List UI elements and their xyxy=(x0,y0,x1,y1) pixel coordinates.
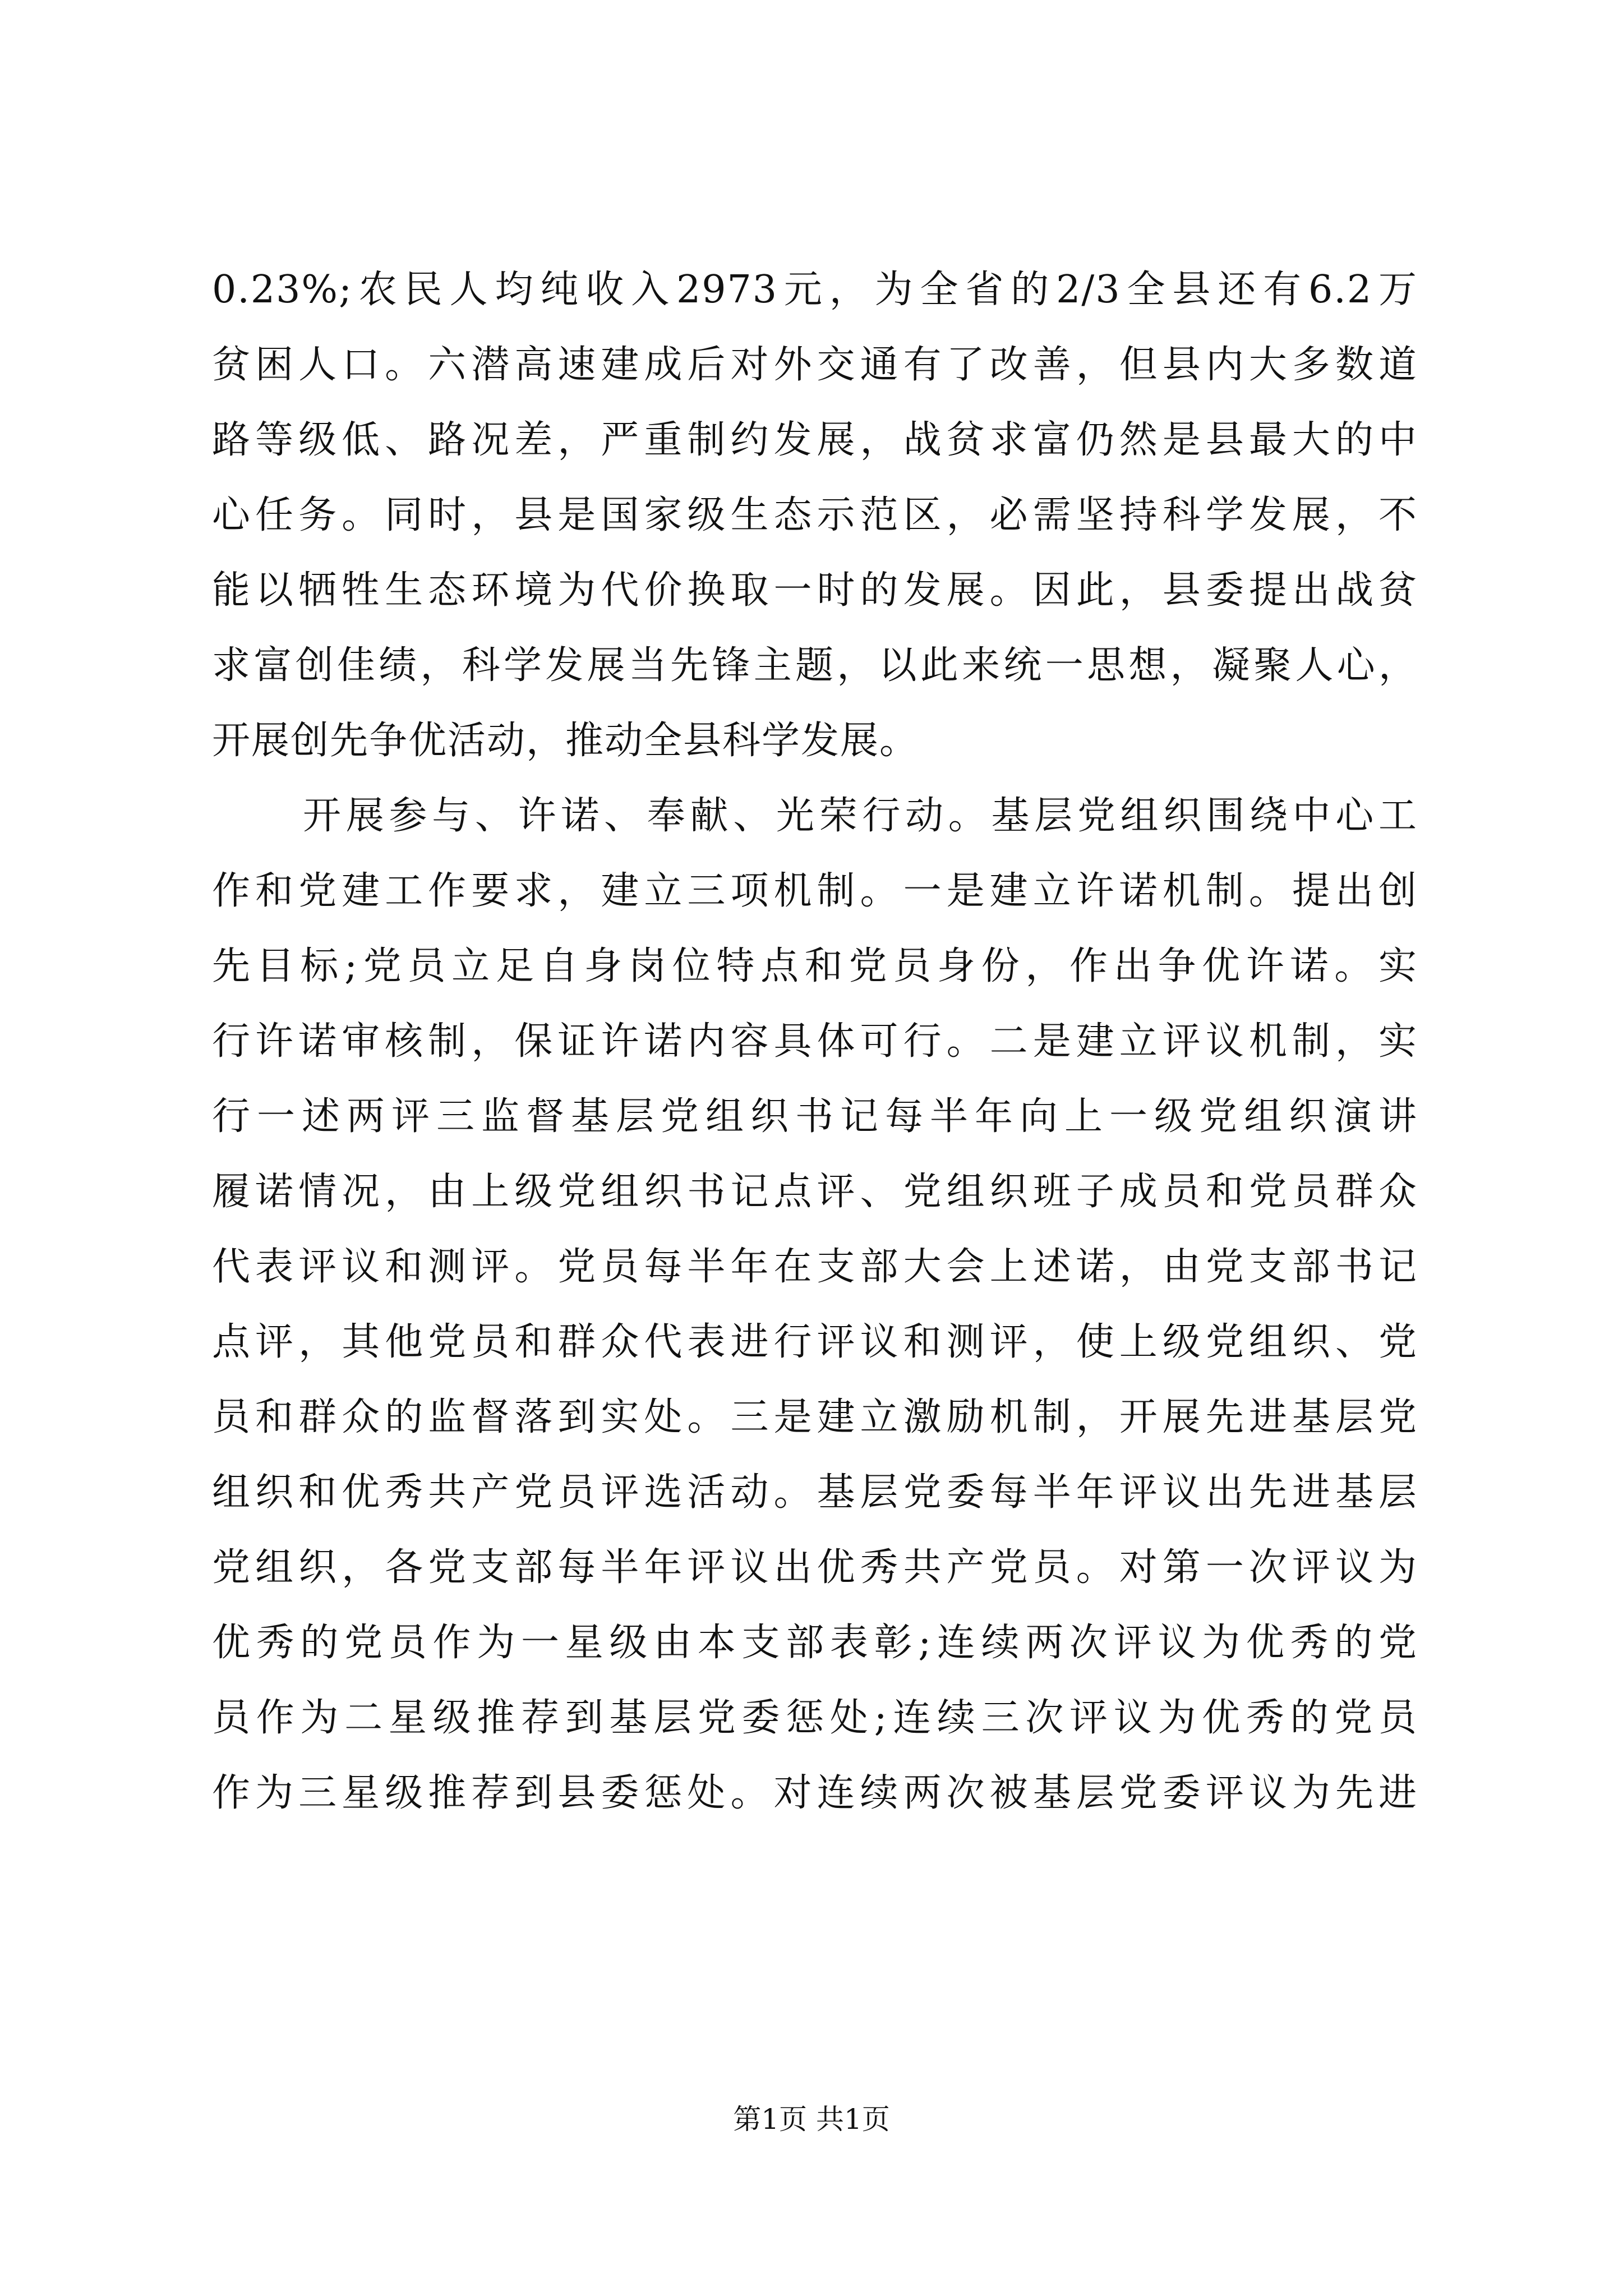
text-line: 心任务。同时，县是国家级生态示范区，必需坚持科学发展，不 xyxy=(212,493,1418,537)
text-line: 行一述两评三监督基层党组织书记每半年向上一级党组织演讲 xyxy=(212,1094,1418,1139)
text-line: 求富创佳绩，科学发展当先锋主题，以此来统一思想，凝聚人心， xyxy=(212,643,1418,688)
text-line: 组织和优秀共产党员评选活动。基层党委每半年评议出先进基层 xyxy=(212,1470,1418,1515)
page-footer xyxy=(0,2102,1623,2136)
text-line: 0.23%;农民人均纯收入2973元，为全省的2/3全县还有6.2万 xyxy=(212,268,1418,312)
text-line: 代表评议和测评。党员每半年在支部大会上述诺，由党支部书记 xyxy=(212,1245,1418,1289)
text-line: 点评，其他党员和群众代表进行评议和测评，使上级党组织、党 xyxy=(212,1320,1418,1364)
text-line: 贫困人口。六潜高速建成后对外交通有了改善，但县内大多数道 xyxy=(212,343,1418,387)
text-line: 行许诺审核制，保证许诺内容具体可行。二是建立评议机制，实 xyxy=(212,1019,1418,1064)
paragraph-first-line: 开展参与、许诺、奉献、光荣行动。基层党组织围绕中心工 xyxy=(303,794,1418,838)
text-line: 先目标;党员立足自身岗位特点和党员身份，作出争优许诺。实 xyxy=(212,944,1418,988)
text-line: 开展创先争优活动，推动全县科学发展。 xyxy=(212,719,919,763)
document-body xyxy=(212,252,1418,1831)
text-line: 员和群众的监督落到实处。三是建立激励机制，开展先进基层党 xyxy=(212,1395,1418,1439)
text-line: 路等级低、路况差，严重制约发展，战贫求富仍然是县最大的中 xyxy=(212,418,1418,462)
text-line: 党组织，各党支部每半年评议出优秀共产党员。对第一次评议为 xyxy=(212,1545,1418,1590)
text-line: 优秀的党员作为一星级由本支部表彰;连续两次评议为优秀的党 xyxy=(212,1621,1418,1665)
text-line: 员作为二星级推荐到基层党委惩处;连续三次评议为优秀的党员 xyxy=(212,1696,1418,1740)
text-line: 履诺情况，由上级党组织书记点评、党组织班子成员和党员群众 xyxy=(212,1170,1418,1214)
text-line: 能以牺牲生态环境为代价换取一时的发展。因此，县委提出战贫 xyxy=(212,568,1418,613)
text-line: 作为三星级推荐到县委惩处。对连续两次被基层党委评议为先进 xyxy=(212,1771,1418,1815)
text-line: 作和党建工作要求，建立三项机制。一是建立许诺机制。提出创 xyxy=(212,869,1418,913)
page-number: 第1页 共1页 xyxy=(733,2103,890,2136)
